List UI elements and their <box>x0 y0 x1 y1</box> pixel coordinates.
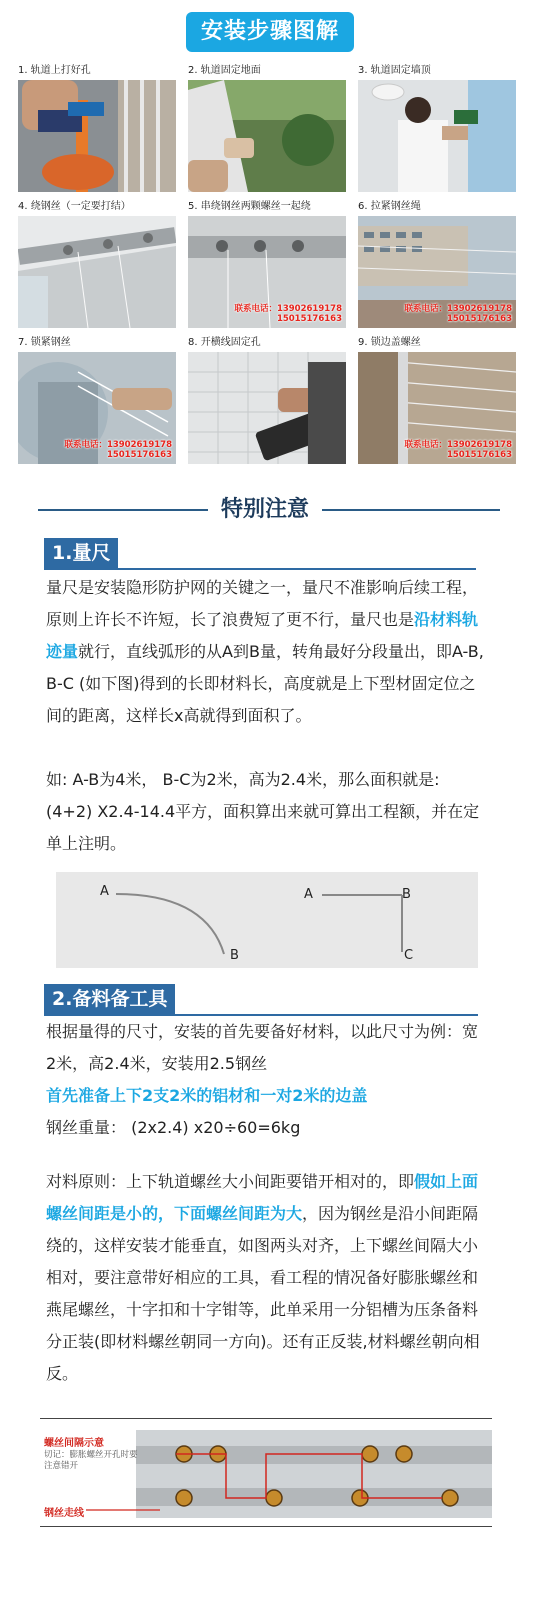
screw-panel-note: 切记：膨胀螺丝开孔时要注意错开 <box>44 1450 138 1471</box>
step-photo-drilling <box>18 80 176 192</box>
screw-panel-title: 螺丝间隔示意 <box>44 1438 104 1449</box>
contact-watermark: 联系电话：13902619178 15015176163 <box>404 440 512 460</box>
step-photo-floor <box>188 80 346 192</box>
point-b-label: B <box>402 887 411 902</box>
screw-spacing-illustration <box>40 1418 492 1528</box>
step-caption: 6. 拉紧钢丝绳 <box>358 201 421 212</box>
step-photo-screws <box>188 216 346 328</box>
section-label: 1.量尺 <box>44 538 118 568</box>
step-2 <box>188 64 346 192</box>
step-caption: 5. 串绕钢丝两颗螺丝一起绕 <box>188 201 311 212</box>
step-photo-drill-hole <box>188 352 346 464</box>
point-b-label: B <box>230 948 239 963</box>
section-1-paragraph-2: 如: A-B为4米， B-C为2米，高为2.4米，那么面积就是: (4+2) X2.4-14.4平方，面积算出来就可算出工程额，并在定单上注明。 <box>46 770 480 853</box>
wire-path-label: 钢丝走线 <box>44 1508 84 1519</box>
section-1-heading <box>44 538 476 570</box>
section-label: 2.备料备工具 <box>44 984 175 1014</box>
page-title: 安装步骤图解 <box>186 12 354 52</box>
point-c-label: C <box>404 948 414 963</box>
point-a-label: A <box>304 887 313 902</box>
step-caption: 8. 开横线固定孔 <box>188 337 261 348</box>
divider <box>38 509 208 511</box>
step-5 <box>188 200 346 328</box>
section-rule <box>44 568 476 570</box>
step-photo-wrap-wire <box>18 216 176 328</box>
section-2-paragraph-1: 根据量得的尺寸，安装的首先要备好材料，以此尺寸为例：宽2米，高2.4米，安装用2.5钢丝 <box>46 1022 479 1073</box>
point-a-label: A <box>100 884 109 899</box>
step-photo-tension <box>358 216 516 328</box>
measurement-diagram <box>56 872 478 968</box>
screw-diagram <box>40 1418 492 1528</box>
step-3 <box>358 64 516 192</box>
step-caption: 7. 锁紧钢丝 <box>18 337 71 348</box>
step-8 <box>188 336 346 464</box>
section-2-heading <box>44 984 478 1016</box>
notice-heading <box>0 492 540 528</box>
step-9 <box>358 336 516 464</box>
section-2-highlight: 首先准备上下2支2米的铝材和一对2米的边盖 <box>46 1086 368 1105</box>
divider <box>322 509 500 511</box>
step-6 <box>358 200 516 328</box>
section-1-paragraph-1: 量尺是安装隐形防护网的关键之一，量尺不准影响后续工程，原则上许长不许短，长了浪费短了更不行，量尺也是沿材料轨迹量就行，直线弧形的从A到B量，转角最好分段量出，即A-B, B-C (如下图)得到的长即材料长，高度就是上下型材固定位之间的距离，这样长x高就得到面积了。 <box>46 578 484 725</box>
section-2-wire-weight: 钢丝重量： (2x2.4) x20÷60=6kg <box>46 1118 301 1137</box>
step-4 <box>18 200 176 328</box>
step-photo-ceiling <box>358 80 516 192</box>
step-caption: 1. 轨道上打好孔 <box>18 65 91 76</box>
step-photo-lock-wire <box>18 352 176 464</box>
contact-watermark: 联系电话：13902619178 15015176163 <box>404 304 512 324</box>
step-photo-edge-cover <box>358 352 516 464</box>
step-caption: 2. 轨道固定地面 <box>188 65 261 76</box>
step-caption: 4. 绕钢丝（一定要打结） <box>18 201 131 212</box>
notice-title: 特别注意 <box>220 497 309 522</box>
contact-watermark: 联系电话：13902619178 15015176163 <box>234 304 342 324</box>
section-2-paragraph-2: 对料原则：上下轨道螺丝大小间距要错开相对的，即假如上面螺丝间距是小的，下面螺丝间距为大，因为钢丝是沿小间距隔绕的，这样安装才能垂直，如图两头对齐，上下螺丝间隔大小相对，要注意带好相应的工具，看工程的情况备好膨胀螺丝和燕尾螺丝，十字扣和十字钳等，此单采用一分铝槽为压条备料分正装(即材料螺丝朝同一方向)。还有正反装,材料螺丝朝向相反。 <box>46 1172 480 1383</box>
step-caption: 9. 锁边盖螺丝 <box>358 337 421 348</box>
contact-watermark: 联系电话：13902619178 15015176163 <box>64 440 172 460</box>
step-7 <box>18 336 176 464</box>
step-1 <box>18 64 176 192</box>
step-caption: 3. 轨道固定墙顶 <box>358 65 431 76</box>
